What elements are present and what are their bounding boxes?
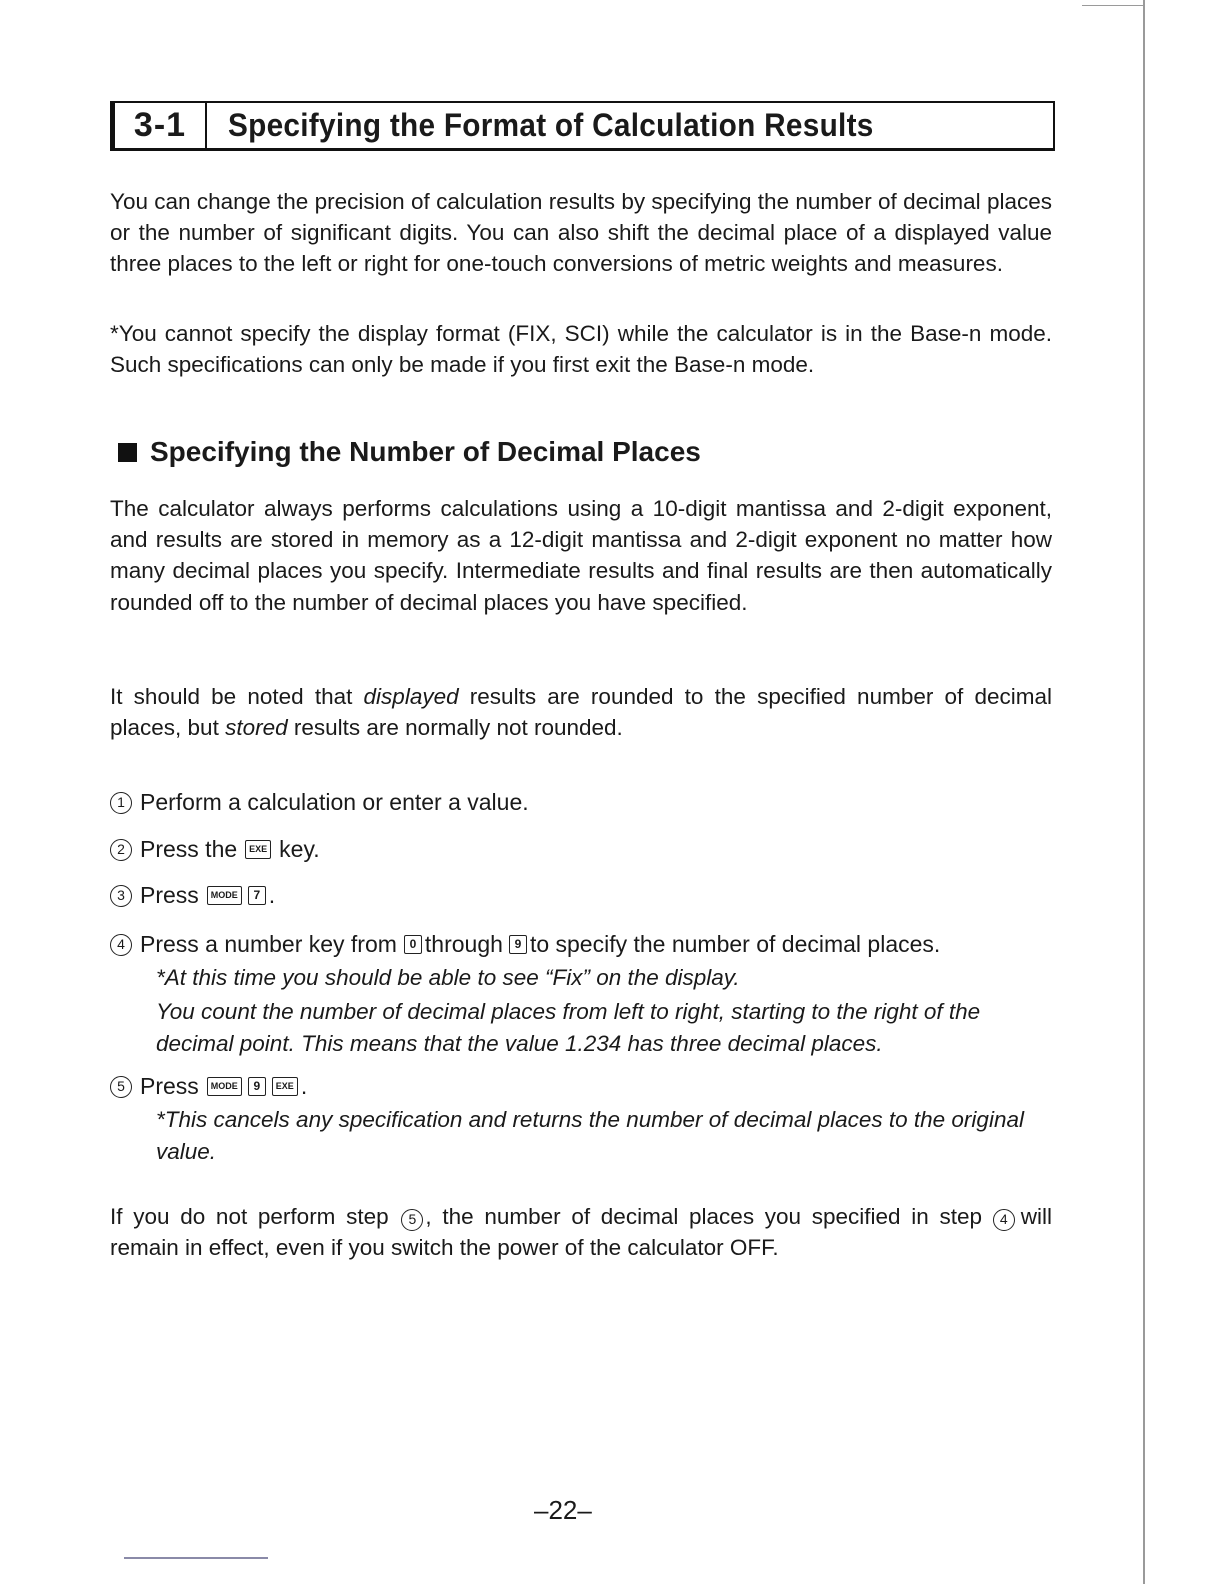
step-4-note-line: *At this time you should be able to see “Fix” on the display. [156, 965, 740, 990]
closing-text: If you do not perform step [110, 1204, 389, 1229]
mode-key-icon: MODE [207, 886, 242, 905]
step-4-note [156, 962, 1052, 1060]
p2-emphasis-stored: stored [225, 715, 288, 741]
step-1 [110, 787, 529, 818]
step-text: Press [140, 882, 199, 908]
bullet-square-icon [118, 443, 137, 462]
step-number-circle: 1 [110, 792, 132, 814]
step-3 [110, 880, 275, 911]
page-number: –22– [534, 1495, 592, 1525]
p2-text-e: results are normally not rounded. [287, 715, 623, 741]
key-9-icon: 9 [509, 935, 527, 954]
step-text: Perform a calculation or enter a value. [140, 789, 529, 815]
p2-text-a: It should be noted that [110, 684, 364, 709]
step-text: to specify the number of decimal places. [529, 931, 941, 957]
page-edge-tick [1082, 5, 1144, 6]
step-number-circle: 2 [110, 839, 132, 861]
body-paragraph-1: The calculator always performs calculations using a 10-digit mantissa and 2-digit exponent, and results are stored in memory as a 12-digit mantissa and 2-digit exponent no matter how many decimal places you specify. Intermediate results and final results are then automatically rounded off to the number of decimal places you have specified. [110, 496, 1052, 615]
section-title: Specifying the Format of Calculation Results [228, 107, 874, 143]
exe-key-icon: EXE [272, 1077, 298, 1096]
step-number-circle: 5 [110, 1076, 132, 1098]
step-text: key. [279, 836, 320, 862]
section-number: 3-1 [115, 103, 207, 148]
step-4-explanation: You count the number of decimal places from left to right, starting to the right of the decimal point. This means that the value 1.234 has three decimal places. [156, 999, 981, 1056]
step-5 [110, 1071, 307, 1102]
intro-note: *You cannot specify the display format (FIX, SCI) while the calculator is in the Base-n mode. Such specifications can only be made if you first exit the Base-n mode. [110, 321, 1052, 378]
closing-text: , the number of decimal places you specified in step [425, 1204, 983, 1229]
p2-text-c: results are rounded to the specified number of decimal places, but [110, 684, 1052, 741]
step-ref-circle: 5 [401, 1209, 423, 1231]
intro-paragraph: You can change the precision of calculation results by specifying the number of decimal places or the number of significant digits. You can also shift the decimal place of a displayed value three places to the left or right for one-touch conversions of metric weights and measures. [110, 189, 1052, 277]
section-header [110, 101, 1055, 151]
bottom-rule [124, 1557, 268, 1559]
key-7-icon: 7 [248, 886, 266, 905]
step-number-circle: 4 [110, 934, 132, 956]
step-ref-circle: 4 [993, 1209, 1015, 1231]
key-9-icon: 9 [248, 1077, 266, 1096]
step-text: Press [140, 1073, 199, 1099]
step-text: Press the [140, 836, 238, 862]
exe-key-icon: EXE [245, 840, 271, 859]
step-2 [110, 834, 320, 865]
body-paragraph-2 [110, 681, 1052, 743]
p2-emphasis-displayed: displayed [363, 684, 459, 709]
page-edge-line [1143, 0, 1145, 1584]
closing-paragraph [110, 1201, 1052, 1263]
subsection-heading [118, 436, 701, 468]
key-0-icon: 0 [404, 935, 422, 954]
step-text: Press a number key from [140, 931, 397, 957]
mode-key-icon: MODE [207, 1077, 242, 1096]
step-text: through [424, 931, 503, 957]
closing-text: will remain in effect, even if you switch the power of the calculator OFF. [110, 1204, 1052, 1261]
step-5-note: *This cancels any specification and returns the number of decimal places to the original value. [156, 1107, 1024, 1164]
step-text: . [268, 882, 276, 908]
subsection-title: Specifying the Number of Decimal Places [150, 436, 701, 467]
step-text: . [300, 1073, 308, 1099]
step-4 [110, 929, 940, 960]
step-number-circle: 3 [110, 885, 132, 907]
